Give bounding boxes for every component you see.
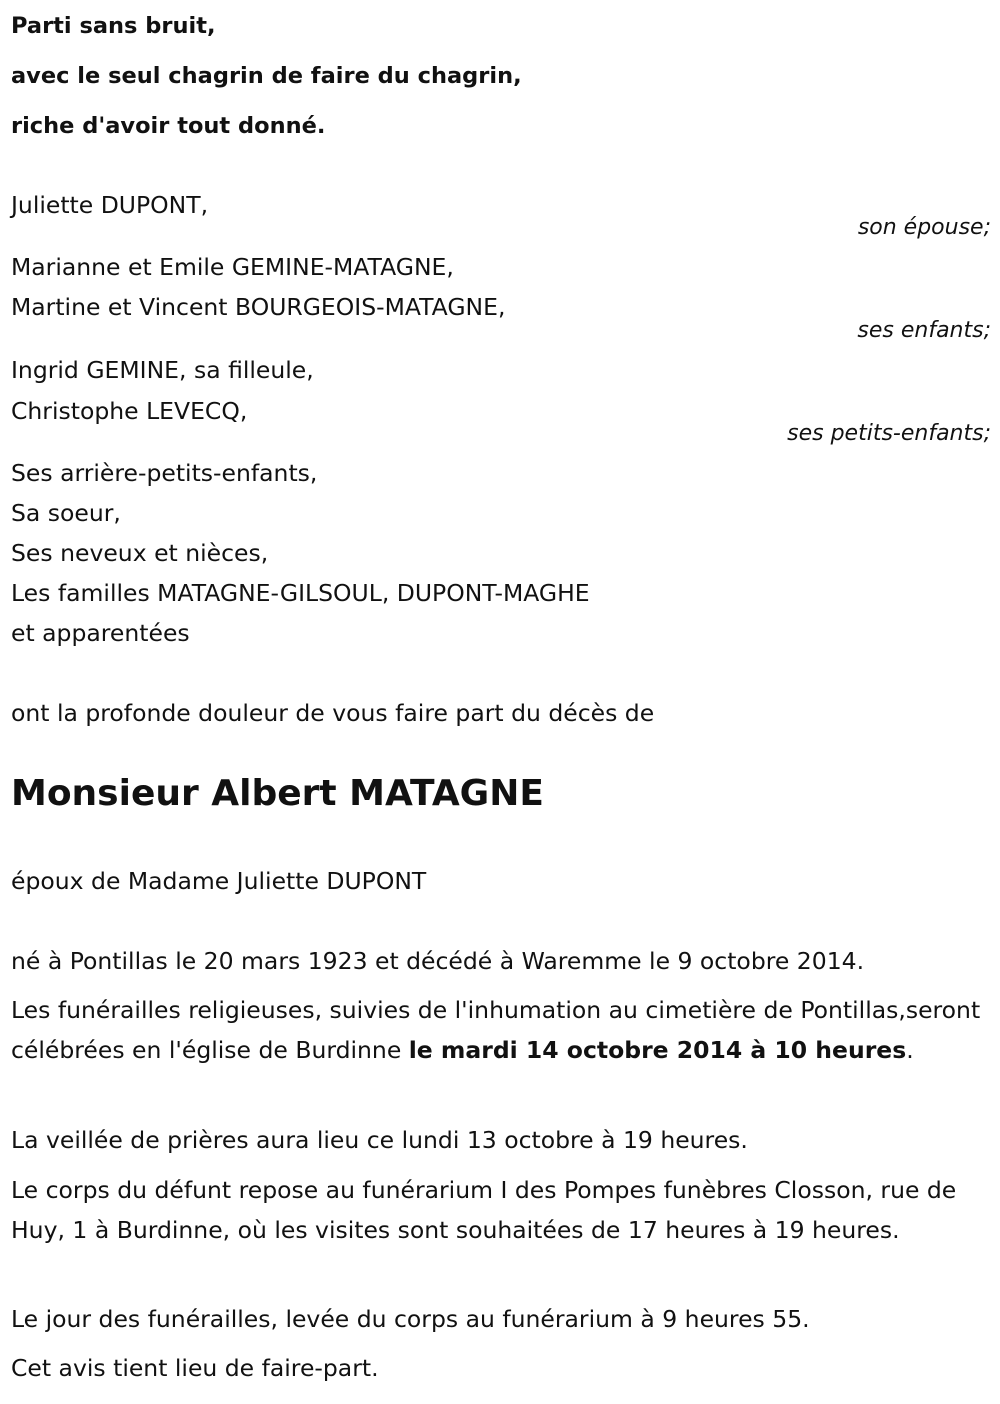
deceased-name: Monsieur Albert MATAGNE <box>11 773 544 814</box>
notice-text: Cet avis tient lieu de faire-part. <box>11 1354 379 1382</box>
spouse-role: son épouse; <box>857 215 991 240</box>
announcement-text: ont la profonde douleur de vous faire part du décès de <box>11 699 655 727</box>
funeral-end: . <box>906 1036 914 1064</box>
child-1: Marianne et Emile GEMINE-MATAGNE, <box>11 253 454 281</box>
relatives-4: Les familles MATAGNE-GILSOUL, DUPONT-MAGHE <box>11 579 590 607</box>
epigraph-line-2: avec le seul chagrin de faire du chagrin, <box>11 63 522 89</box>
vigil-text: La veillée de prières aura lieu ce lundi 13 octobre à 19 heures. <box>11 1126 748 1154</box>
grandchild-1: Ingrid GEMINE, sa filleule, <box>11 356 314 384</box>
funeral-paragraph <box>11 990 986 1070</box>
relatives-1: Ses arrière-petits-enfants, <box>11 459 318 487</box>
child-2: Martine et Vincent BOURGEOIS-MATAGNE, <box>11 293 506 321</box>
spouse-name: Juliette DUPONT, <box>11 191 209 219</box>
funeral-date: le mardi 14 octobre 2014 à 10 heures <box>408 1036 907 1064</box>
epigraph-line-3: riche d'avoir tout donné. <box>11 113 326 139</box>
spouse-of-text: époux de Madame Juliette DUPONT <box>11 867 427 895</box>
grandchild-2: Christophe LEVECQ, <box>11 397 248 425</box>
rest-text: Le corps du défunt repose au funérarium I des Pompes funèbres Closson, rue de Huy, 1 à Burdinne, où les visites sont souhaitées de 17 heures à 19 heures. <box>11 1176 957 1244</box>
epigraph-line-1: Parti sans bruit, <box>11 13 216 39</box>
birth-death-text: né à Pontillas le 20 mars 1923 et décédé à Waremme le 9 octobre 2014. <box>11 947 865 975</box>
relatives-2: Sa soeur, <box>11 499 121 527</box>
departure-text: Le jour des funérailles, levée du corps au funérarium à 9 heures 55. <box>11 1305 810 1333</box>
relatives-3: Ses neveux et nièces, <box>11 539 269 567</box>
children-role: ses enfants; <box>857 318 991 343</box>
funeral-text: Les funérailles religieuses, suivies de l'inhumation au cimetière de Pontillas,seront célébrées en l'église de Burdinne <box>11 996 981 1064</box>
grandchildren-role: ses petits-enfants; <box>787 421 991 446</box>
relatives-5: et apparentées <box>11 619 190 647</box>
